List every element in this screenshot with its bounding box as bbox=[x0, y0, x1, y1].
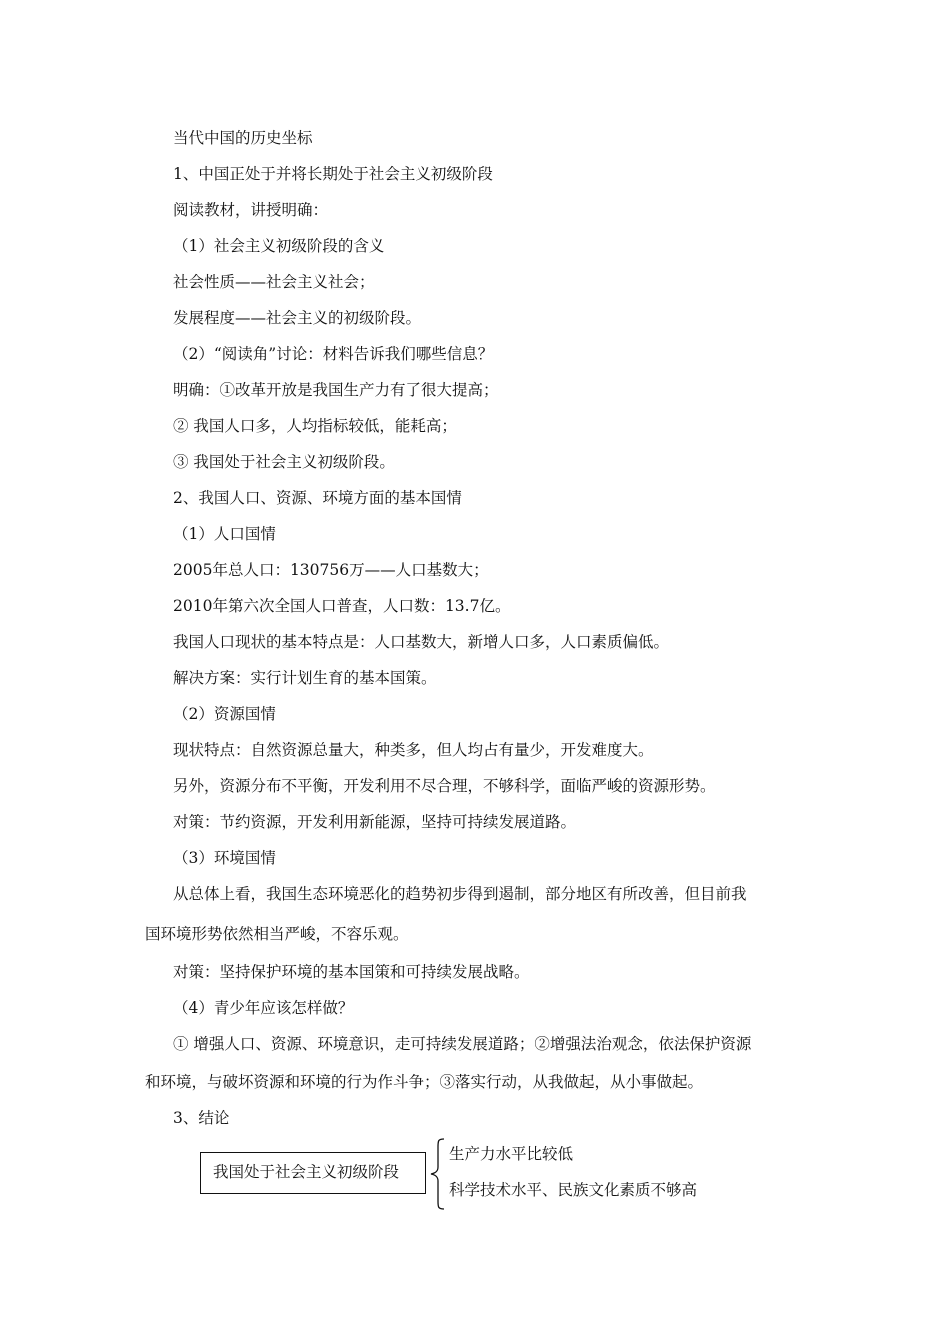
paragraph: 解决方案：实行计划生育的基本国策。 bbox=[173, 669, 437, 687]
paragraph: 2010年第六次全国人口普查，人口数：13.7亿。 bbox=[173, 597, 511, 615]
section-heading: 2、我国人口、资源、环境方面的基本国情 bbox=[173, 489, 462, 507]
paragraph: 2005年总人口：130756万——人口基数大； bbox=[173, 561, 489, 579]
paragraph: 我国人口现状的基本特点是：人口基数大，新增人口多，人口素质偏低。 bbox=[173, 633, 670, 651]
paragraph: 从总体上看，我国生态环境恶化的趋势初步得到遏制，部分地区有所改善，但目前我 bbox=[173, 885, 747, 903]
paragraph: 现状特点：自然资源总量大，种类多，但人均占有量少，开发难度大。 bbox=[173, 741, 654, 759]
brace-icon bbox=[428, 1137, 448, 1211]
section-heading: 3、结论 bbox=[173, 1109, 230, 1127]
subsection-heading: （1）人口国情 bbox=[173, 525, 276, 543]
subsection-heading: （1）社会主义初级阶段的含义 bbox=[173, 237, 385, 255]
paragraph: 对策：坚持保护环境的基本国策和可持续发展战略。 bbox=[173, 963, 530, 981]
subsection-heading: （4）青少年应该怎样做？ bbox=[173, 999, 354, 1017]
subsection-heading: （3）环境国情 bbox=[173, 849, 276, 867]
paragraph: 明确：①改革开放是我国生产力有了很大提高； bbox=[173, 381, 499, 399]
conclusion-branch-1: 生产力水平比较低 bbox=[449, 1145, 574, 1163]
section-heading: 1、中国正处于并将长期处于社会主义初级阶段 bbox=[173, 165, 493, 183]
paragraph: 阅读教材，讲授明确： bbox=[173, 201, 329, 219]
conclusion-box-label: 我国处于社会主义初级阶段 bbox=[213, 1163, 400, 1181]
subsection-heading: （2）“阅读角”讨论：材料告诉我们哪些信息？ bbox=[173, 345, 494, 363]
paragraph-continuation: 国环境形势依然相当严峻，不容乐观。 bbox=[145, 925, 409, 943]
conclusion-branch-2: 科学技术水平、民族文化素质不够高 bbox=[449, 1181, 698, 1199]
paragraph: 另外，资源分布不平衡，开发利用不尽合理，不够科学，面临严峻的资源形势。 bbox=[173, 777, 716, 795]
document-title: 当代中国的历史坐标 bbox=[173, 129, 313, 147]
paragraph-continuation: 和环境，与破坏资源和环境的行为作斗争；③落实行动，从我做起，从小事做起。 bbox=[145, 1073, 704, 1091]
paragraph: ① 增强人口、资源、环境意识，走可持续发展道路；②增强法治观念，依法保护资源 bbox=[173, 1035, 752, 1053]
paragraph: 发展程度——社会主义的初级阶段。 bbox=[173, 309, 422, 327]
paragraph: ③ 我国处于社会主义初级阶段。 bbox=[173, 453, 395, 471]
paragraph: 社会性质——社会主义社会； bbox=[173, 273, 375, 291]
subsection-heading: （2）资源国情 bbox=[173, 705, 276, 723]
paragraph: 对策：节约资源，开发利用新能源，坚持可持续发展道路。 bbox=[173, 813, 577, 831]
paragraph: ② 我国人口多，人均指标较低，能耗高； bbox=[173, 417, 457, 435]
